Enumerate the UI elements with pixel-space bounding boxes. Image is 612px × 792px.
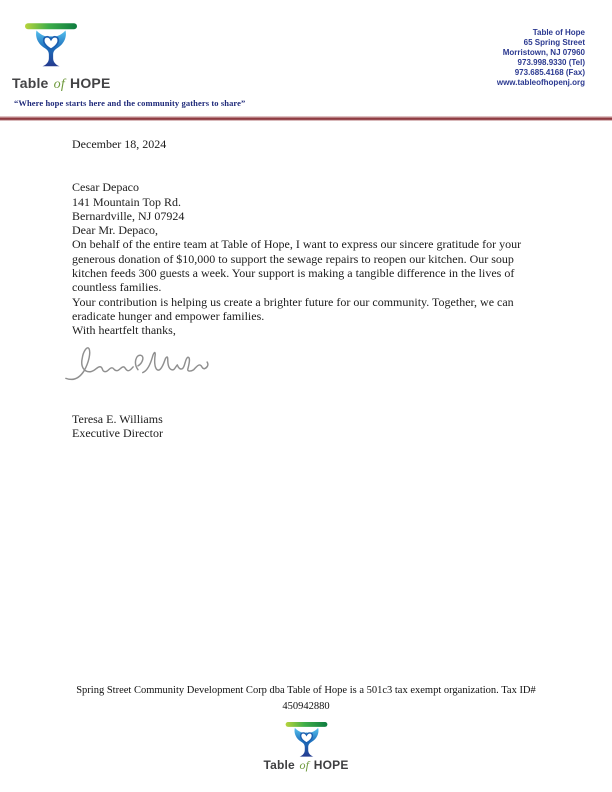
disclaimer-line-1: Spring Street Community Development Corp dba Table of Hope is a 501c3 tax exempt organization. Tax ID# (76, 685, 536, 696)
header-logo (12, 22, 111, 93)
body-paragraph-1: On behalf of the entire team at Table of Hope, I want to express our sincere gratitude for your generous donation of $10,000 to support the sewage repairs to reopen our kitchen. Our soup kitchen feeds 300 guests a week. Your support is making a tangible difference in the lives of countless families. (72, 237, 522, 295)
logo-word-of: of (53, 77, 65, 92)
table-of-hope-logo-icon (283, 721, 330, 758)
logo-word-of: of (299, 758, 310, 772)
table-of-hope-logo-icon (20, 22, 82, 68)
contact-website: www.tableofhopenj.org (496, 78, 585, 87)
contact-fax: 973.685.4168 (Fax) (514, 68, 585, 77)
footer-disclaimer (36, 683, 576, 715)
header-contact-block (497, 28, 585, 88)
contact-tel: 973.998.9330 (Tel) (517, 58, 585, 67)
tagline: “Where hope starts here and the community gathers to share” (14, 98, 246, 108)
closing-line: With heartfelt thanks, (72, 323, 176, 338)
disclaimer-line-2: 450942880 (282, 701, 330, 712)
letter-date: December 18, 2024 (72, 137, 167, 151)
signer-title: Executive Director (72, 425, 163, 440)
logo-word-hope: HOPE (70, 75, 111, 91)
contact-street: 65 Spring Street (523, 38, 585, 47)
recipient-city: Bernardville, NJ 07924 (72, 208, 185, 223)
logo-word-table: Table (12, 75, 49, 91)
handwritten-signature-image (64, 341, 210, 385)
recipient-address-block (72, 180, 546, 223)
contact-org-name: Table of Hope (532, 28, 585, 37)
signature-block (64, 341, 546, 385)
footer-logo (0, 721, 612, 773)
header-logo-wordmark (12, 75, 111, 93)
body-paragraph-2: Your contribution is helping us create a brighter future for our community. Together, we can eradicate hunger and empower families. (72, 294, 514, 323)
contact-city: Morristown, NJ 07960 (502, 48, 585, 57)
logo-word-hope: HOPE (313, 758, 349, 772)
recipient-name: Cesar Depaco (72, 180, 139, 195)
header-divider-rule (0, 116, 612, 121)
footer-logo-wordmark (263, 758, 348, 773)
logo-word-table: Table (263, 758, 295, 772)
recipient-street: 141 Mountain Top Rd. (72, 194, 181, 209)
signer-block (72, 412, 546, 441)
letter-body (72, 137, 546, 440)
signer-name: Teresa E. Williams (72, 411, 163, 426)
salutation: Dear Mr. Depaco, (72, 223, 158, 238)
